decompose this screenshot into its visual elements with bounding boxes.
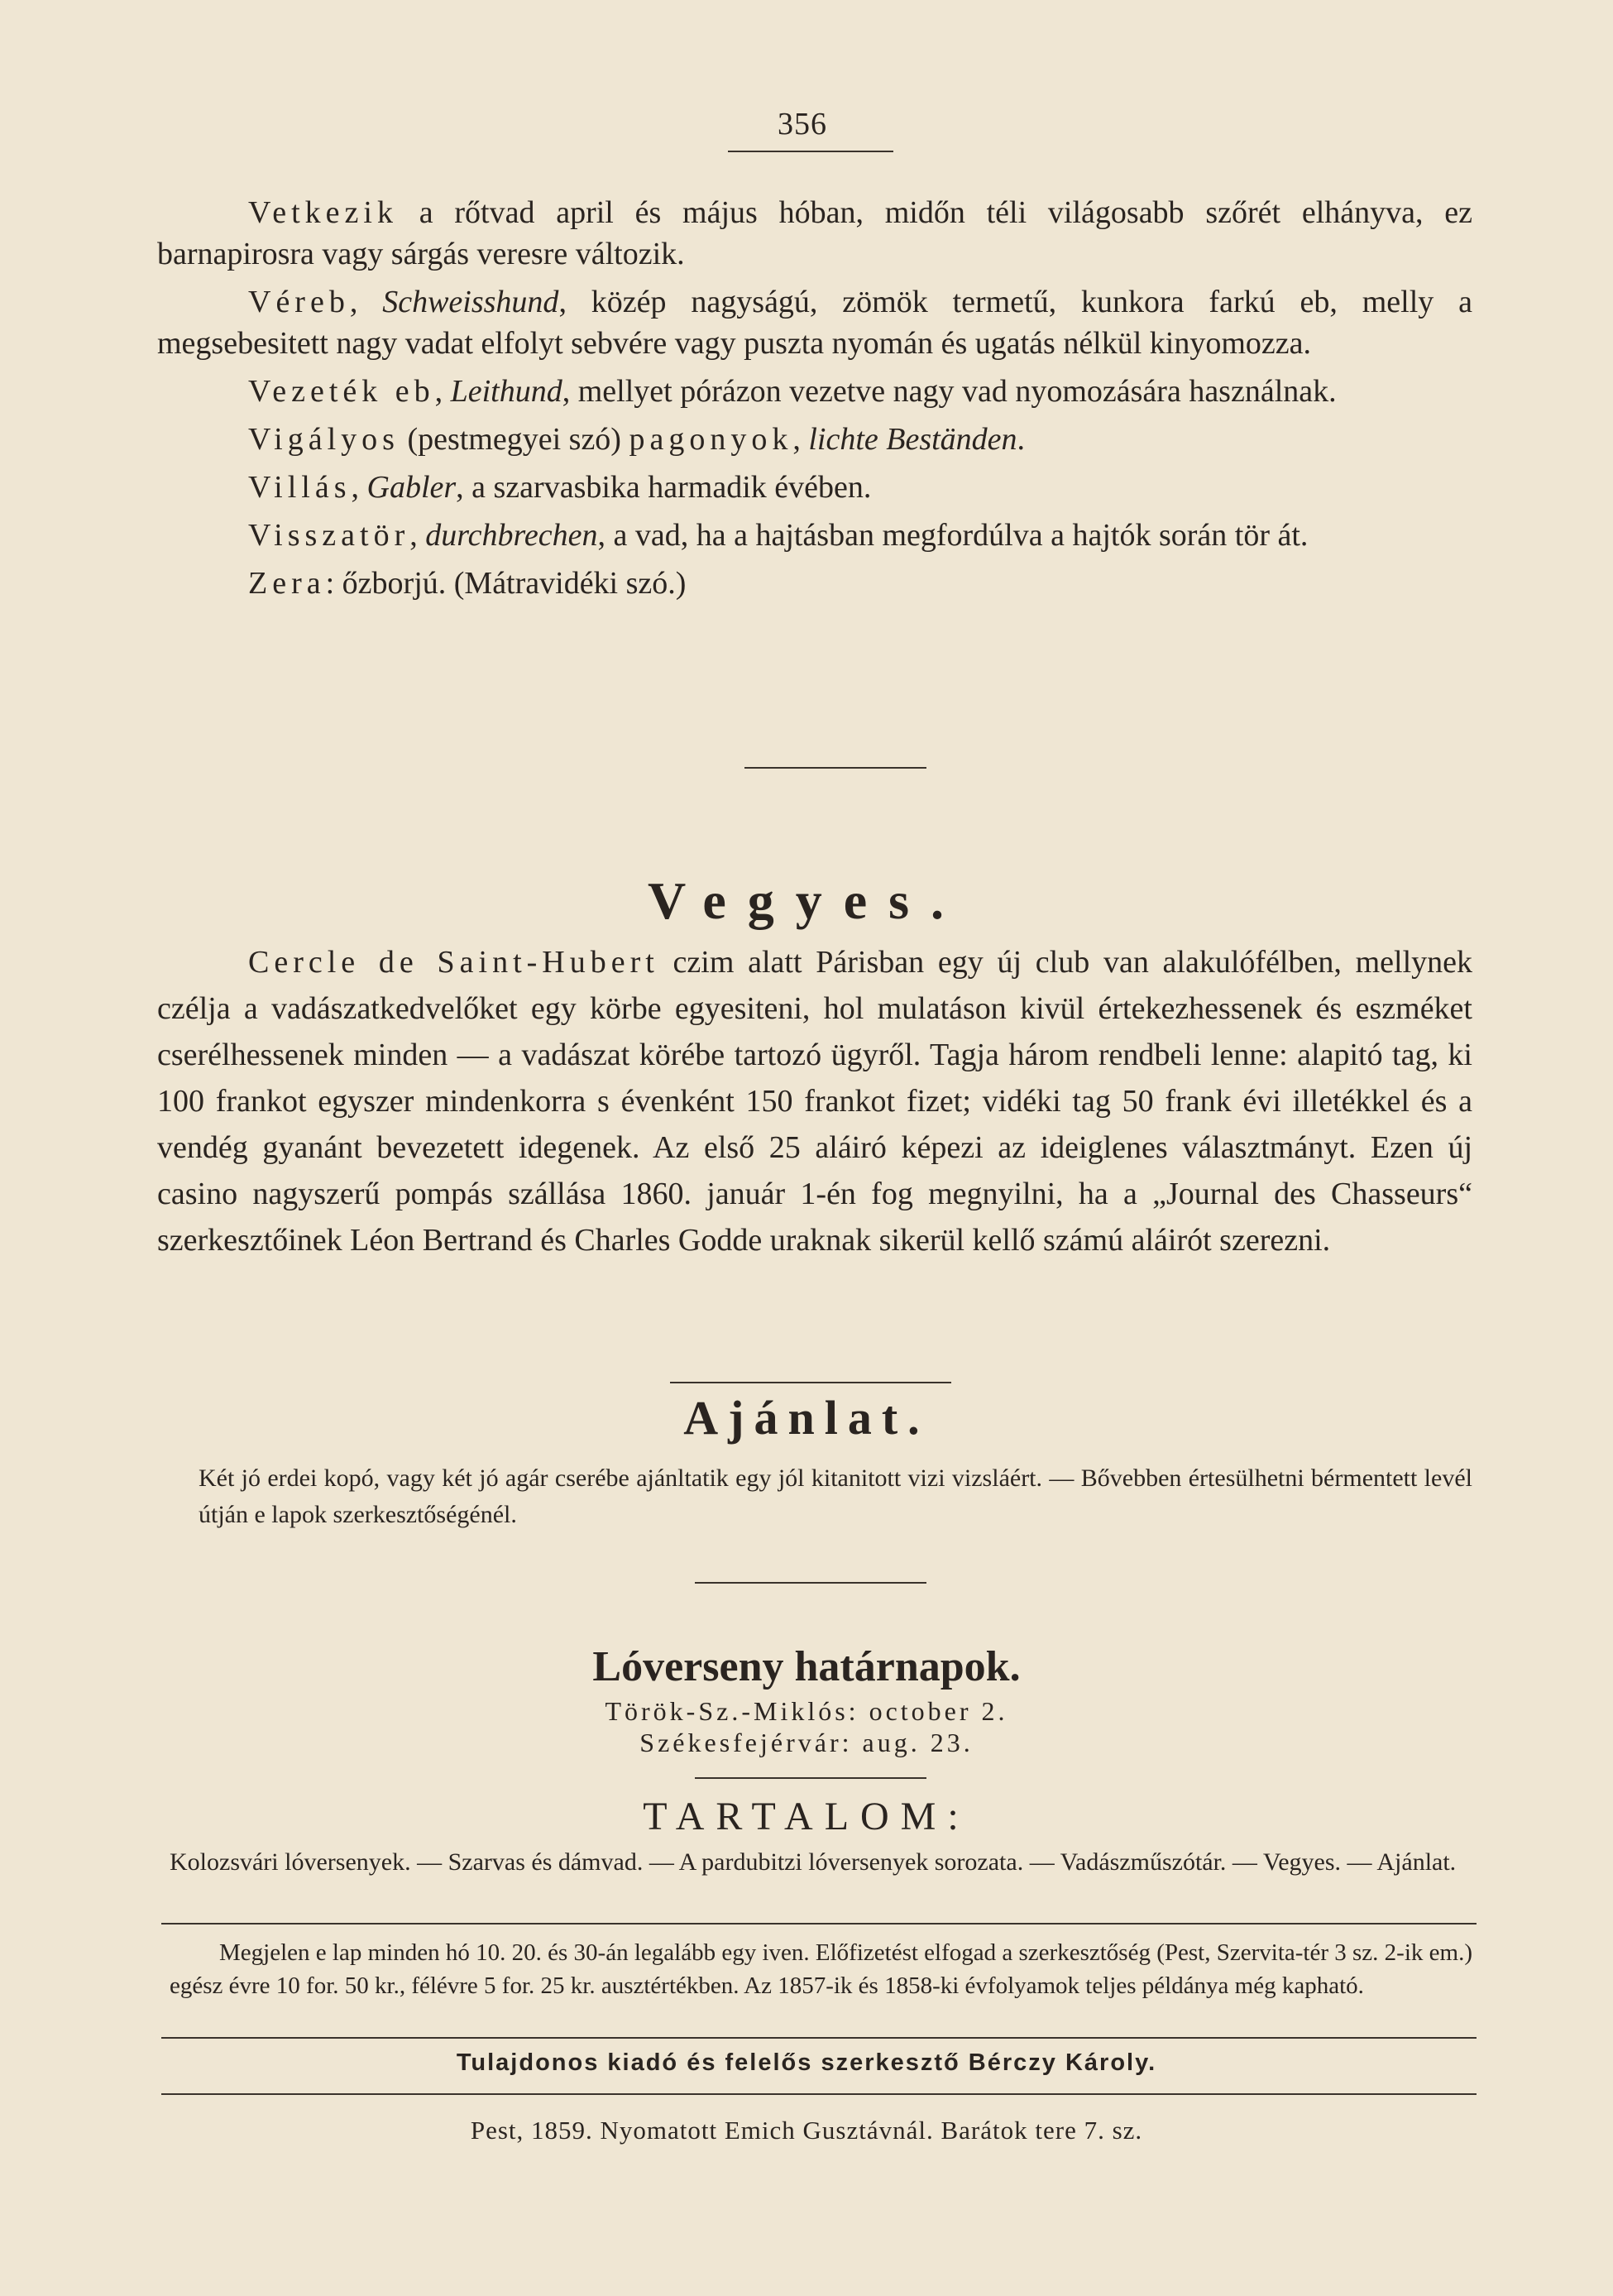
entry-headword: Visszatör	[248, 518, 410, 553]
entry-german-term: Gabler	[366, 470, 457, 505]
entry-spaced-word: pagonyok	[629, 422, 793, 457]
glossary-entry-vereb	[157, 281, 1472, 364]
entry-definition: , közép nagyságú, zömök termetű, kunkora farkú eb, melly a megsebesitett nagy vadat elfolyt sebvére vagy puszta nyomán és ugatás nélkül kinyomozza.	[157, 285, 1473, 361]
entry-headword: Vezeték eb	[248, 374, 435, 409]
glossary-entry-zera	[157, 563, 1472, 604]
entry-german-term: Leithund	[450, 374, 562, 409]
section-rule	[695, 1777, 926, 1779]
entry-definition: , a vad, ha a hajtásban megfordúlva a hajtók során tör át.	[597, 518, 1309, 553]
glossary-entry-vigalyos	[157, 419, 1472, 460]
publisher-line: Tulajdonos kiadó és felelős szerkesztő Bérczy Károly.	[456, 2049, 1157, 2076]
vegyes-text: czim alatt Párisban egy új club van alakulófélben, mellynek czélja a vadászatkedvelőket egy körbe egyesiteni, hol mulatáson kivül értekezhessenek és eszméket cserélhessenek minden — a vadászat körébe tartozó ügyről. Tagja három rendbeli lenne: alapitó tag, ki 100 frankot egyszer mindenkorra s évenként 150 frankot fizet; vidéki tag 50 frank évi illetékkel és a vendég gyanánt bevezetett idegenek. Az első 25 aláiró képezi az ideiglenes választmányt. Ezen új casino nagyszerű pompás szállása 1860. január 1-én fog megnyilni, ha a „Journal des Chasseurs“ szerkesztőinek Léon Bertrand és Charles Godde uraknak sikerül kellő számú aláirót szerezni.	[157, 945, 1473, 1258]
entry-headword: Vigályos	[248, 422, 400, 457]
entry-pre: ,	[409, 518, 426, 553]
subscription-note: Megjelen e lap minden hó 10. 20. és 30-án legalább egy iven. Előfizetést elfogad a szerkesztőség (Pest, Szervita-tér 3 sz. 2-ik em.) egész évre 10 for. 50 kr., félévre 5 for. 25 kr. ausztértékben. Az 1857-ik és 1858-ki évfolyamok teljes példánya még kapható.	[170, 1939, 1472, 1999]
section-rule	[670, 1382, 951, 1383]
entry-definition: a rőtvad april és május hóban, midőn téli világosabb szőrét elhányva, ez barnapirosra vagy sárgás veresre változik.	[157, 195, 1472, 271]
footer-rule	[161, 1923, 1477, 1925]
ajanlat-paragraph: Két jó erdei kopó, vagy két jó agár cserébe ajánltatik egy jól kitanitott vizi vizsláért. — Bővebben értesülhetni bérmentett levél útján e lapok szerkesztőségénél.	[199, 1464, 1472, 1528]
glossary-entry-vetkezik	[157, 192, 1472, 275]
loverseny-heading: Lóverseny határnapok.	[592, 1643, 1021, 1690]
entry-pre: ,	[351, 470, 367, 505]
entry-headword: Véreb	[248, 285, 350, 319]
entry-german-term: durchbrechen	[425, 518, 598, 553]
loverseny-date: Székesfejérvár: aug. 23.	[639, 1728, 974, 1757]
section-rule	[744, 767, 926, 769]
glossary-section	[157, 192, 1472, 611]
entry-pre2: ,	[792, 422, 809, 457]
entry-headword: Zera	[248, 566, 326, 601]
tartalom-paragraph: Kolozsvári lóversenyek. — Szarvas és dámvad. — A pardubitzi lóversenyek sorozata. — Vadászműszótár. — Vegyes. — Ajánlat.	[170, 1848, 1457, 1876]
vegyes-paragraph	[157, 939, 1472, 1263]
glossary-entry-vezetek-eb	[157, 371, 1472, 412]
vegyes-lead: Cercle de Saint-Hubert	[248, 945, 659, 980]
loverseny-date: Török-Sz.-Miklós: october 2.	[605, 1696, 1008, 1726]
glossary-entry-villas	[157, 467, 1472, 508]
entry-pre: ,	[349, 285, 383, 319]
entry-definition: , mellyet pórázon vezetve nagy vad nyomozására használnak.	[562, 374, 1337, 409]
footer-rule	[161, 2037, 1477, 2039]
entry-definition: , a szarvasbika harmadik évében.	[456, 470, 872, 505]
entry-german-term: lichte Beständen	[808, 422, 1017, 457]
header-rule	[728, 151, 893, 152]
section-rule	[695, 1582, 926, 1584]
glossary-entry-visszator	[157, 515, 1472, 556]
entry-pre: (pestmegyei szó)	[399, 422, 629, 457]
tartalom-heading: TARTALOM:	[643, 1795, 970, 1838]
vegyes-heading: Vegyes.	[647, 871, 966, 930]
entry-headword: Villás	[248, 470, 352, 505]
page-number: 356	[778, 107, 827, 141]
entry-definition: .	[1017, 422, 1026, 457]
footer-rule	[161, 2093, 1477, 2095]
entry-definition: : őzborjú. (Mátravidéki szó.)	[325, 566, 687, 601]
entry-pre: ,	[434, 374, 451, 409]
ajanlat-heading: Ajánlat.	[683, 1391, 930, 1445]
entry-headword: Vetkezik	[248, 195, 398, 230]
imprint-line: Pest, 1859. Nyomatott Emich Gusztávnál. Barátok tere 7. sz.	[470, 2116, 1143, 2145]
entry-german-term: Schweisshund	[382, 285, 559, 319]
